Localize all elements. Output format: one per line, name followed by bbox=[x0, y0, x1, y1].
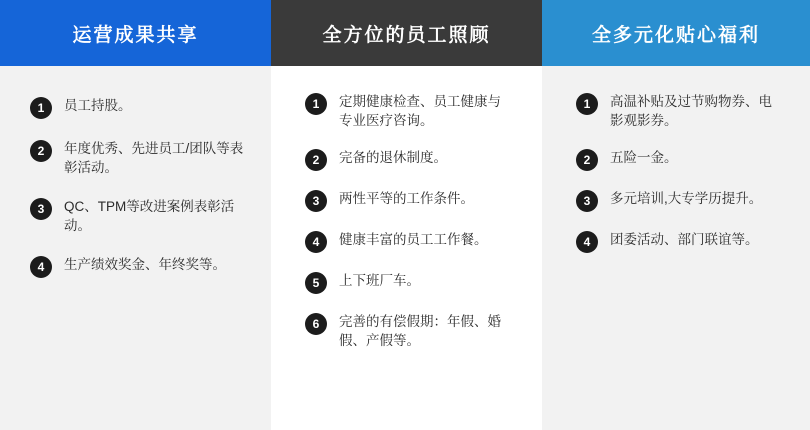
list-item-text: 健康丰富的员工工作餐。 bbox=[339, 232, 488, 247]
bullet-number-icon: 5 bbox=[305, 272, 327, 294]
column-employee-care bbox=[271, 0, 542, 430]
list-item bbox=[30, 96, 249, 119]
column-diverse-benefits bbox=[542, 0, 810, 430]
list-item bbox=[30, 255, 249, 278]
list-item bbox=[305, 148, 520, 171]
bullet-number-icon: 2 bbox=[576, 149, 598, 171]
list-item-text: 多元培训,大专学历提升。 bbox=[610, 191, 763, 206]
list-item bbox=[576, 148, 788, 171]
column-body-operating-results bbox=[0, 66, 271, 430]
list-item-text: 上下班厂车。 bbox=[339, 273, 420, 288]
list-item-text: 两性平等的工作条件。 bbox=[339, 191, 474, 206]
list-item-text: QC、TPM等改进案例表彰活动。 bbox=[64, 199, 235, 233]
list-item bbox=[30, 197, 249, 235]
bullet-number-icon: 4 bbox=[305, 231, 327, 253]
list-item-text: 完备的退休制度。 bbox=[339, 150, 447, 165]
column-body-employee-care bbox=[271, 66, 542, 430]
bullet-number-icon: 6 bbox=[305, 313, 327, 335]
list-item-text: 五险一金。 bbox=[610, 150, 678, 165]
list-item bbox=[305, 271, 520, 294]
list-item bbox=[30, 139, 249, 177]
list-item bbox=[305, 92, 520, 130]
list-item-text: 团委活动、部门联谊等。 bbox=[610, 232, 759, 247]
list-item-text: 年度优秀、先进员工/团队等表彰活动。 bbox=[64, 141, 244, 175]
bullet-number-icon: 2 bbox=[30, 140, 52, 162]
list-item-text: 员工持股。 bbox=[64, 98, 132, 113]
item-list-employee-care bbox=[305, 92, 520, 350]
column-header-diverse-benefits: 全多元化贴心福利 bbox=[542, 0, 810, 66]
bullet-number-icon: 4 bbox=[30, 256, 52, 278]
list-item bbox=[576, 189, 788, 212]
bullet-number-icon: 3 bbox=[30, 198, 52, 220]
column-operating-results bbox=[0, 0, 271, 430]
column-body-diverse-benefits bbox=[542, 66, 810, 430]
list-item bbox=[305, 312, 520, 350]
bullet-number-icon: 3 bbox=[305, 190, 327, 212]
item-list-diverse-benefits bbox=[576, 92, 788, 253]
bullet-number-icon: 3 bbox=[576, 190, 598, 212]
list-item-text: 完善的有偿假期：年假、婚假、产假等。 bbox=[339, 314, 501, 348]
list-item-text: 高温补贴及过节购物券、电影观影券。 bbox=[610, 94, 772, 128]
bullet-number-icon: 1 bbox=[576, 93, 598, 115]
list-item-text: 生产绩效奖金、年终奖等。 bbox=[64, 257, 226, 272]
bullet-number-icon: 1 bbox=[305, 93, 327, 115]
list-item bbox=[305, 230, 520, 253]
list-item-text: 定期健康检查、员工健康与专业医疗咨询。 bbox=[339, 94, 501, 128]
list-item bbox=[576, 92, 788, 130]
bullet-number-icon: 1 bbox=[30, 97, 52, 119]
item-list-operating-results bbox=[30, 96, 249, 278]
list-item bbox=[576, 230, 788, 253]
column-header-operating-results: 运营成果共享 bbox=[0, 0, 271, 66]
bullet-number-icon: 2 bbox=[305, 149, 327, 171]
bullet-number-icon: 4 bbox=[576, 231, 598, 253]
column-header-employee-care: 全方位的员工照顾 bbox=[271, 0, 542, 66]
list-item bbox=[305, 189, 520, 212]
